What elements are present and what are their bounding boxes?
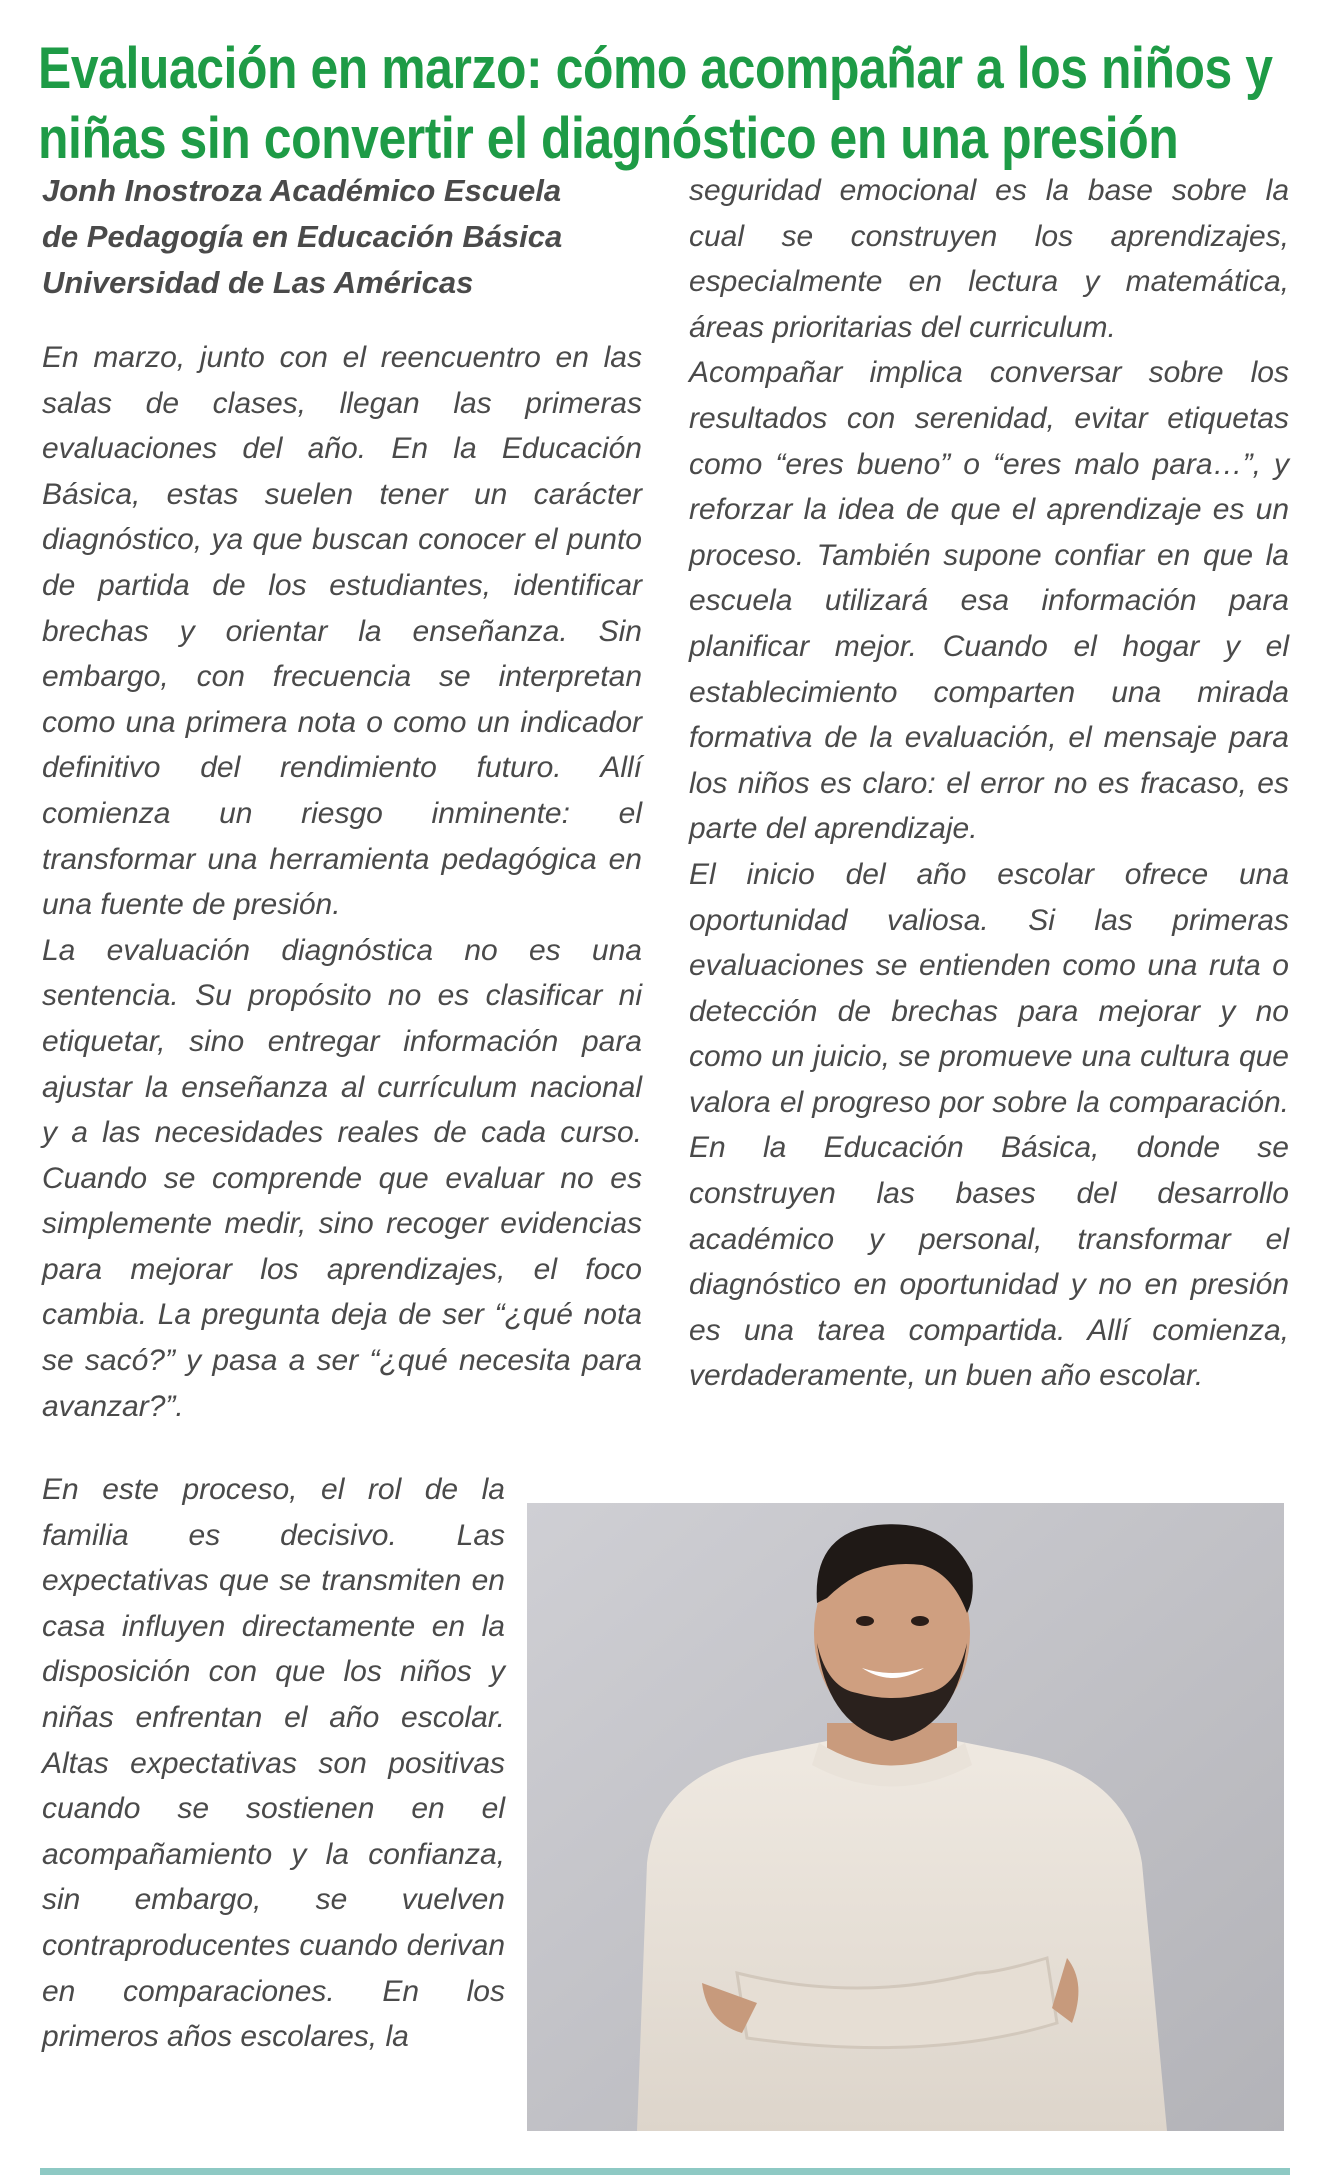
byline-line-3: Universidad de Las Américas — [42, 265, 474, 300]
bottom-rule — [40, 2168, 1290, 2175]
left-column-top — [42, 335, 642, 1429]
article-headline — [38, 34, 1273, 174]
byline-line-2: de Pedagogía en Educación Básica — [42, 219, 563, 254]
paragraph-accompany: Acompañar implica conversar sobre los resultados con serenidad, evitar etiquetas como “eres bueno” o “eres malo para…”, y reforzar la idea de que el aprendizaje es un proceso. También supone confiar en que la escuela utilizará esa información para planificar mejor. Cuando el hogar y el establecimiento comparten una mirada formativa de la evaluación, el mensaje para los niños es claro: el error no es fracaso, es parte del aprendizaje. — [689, 356, 1289, 846]
byline-line-1: Jonh Inostroza Académico Escuela — [42, 173, 562, 208]
author-byline — [42, 168, 642, 306]
paragraph-family: En este proceso, el rol de la familia es decisivo. Las expectativas que se transmiten en casa influyen directamente en la disposición con que los niños y niñas enfrentan el año escolar. Altas expectativas son positivas cuando se sostienen en el acompañamiento y la confianza, sin embargo, se vuelven contraproducentes cuando derivan en comparaciones. En los primeros años escolares, la — [42, 1473, 505, 2054]
right-column — [689, 168, 1289, 1399]
author-photo — [527, 1503, 1284, 2131]
left-column-bottom — [42, 1467, 505, 2060]
headline-line-2: niñas sin convertir el diagnóstico en una presión — [38, 106, 1179, 171]
paragraph-conclusion: El inicio del año escolar ofrece una oportunidad valiosa. Si las primeras evaluaciones se entienden como una ruta o detección de brechas para mejorar y no como un juicio, se promueve una cultura que valora el progreso por sobre la comparación. En la Educación Básica, donde se construyen las bases del desarrollo académico y personal, transformar el diagnóstico en oportunidad y no en presión es una tarea compartida. Allí comienza, verdaderamente, un buen año escolar. — [689, 857, 1289, 1393]
paragraph-intro: En marzo, junto con el reencuentro en las salas de clases, llegan las primeras evaluaciones del año. En la Educación Básica, estas suelen tener un carácter diagnóstico, ya que buscan conocer el punto de partida de los estudiantes, identificar brechas y orientar la enseñanza. Sin embargo, con frecuencia se interpretan como una primera nota o como un indicador definitivo del rendimiento futuro. Allí comienza un riesgo inminente: el transformar una herramienta pedagógica en una fuente de presión. — [42, 341, 642, 922]
author-portrait-illustration — [527, 1503, 1284, 2131]
headline-line-1: Evaluación en marzo: cómo acompañar a los niños y — [38, 36, 1273, 101]
paragraph-diagnostic: La evaluación diagnóstica no es una sentencia. Su propósito no es clasificar ni etiquetar, sino entregar información para ajustar la enseñanza al currículum nacional y a las necesidades reales de cada curso. Cuando se comprende que evaluar no es simplemente medir, sino recoger evidencias para mejorar los aprendizajes, el foco cambia. La pregunta deja de ser “¿qué nota se sacó?” y pasa a ser “¿qué necesita para avanzar?”. — [42, 933, 642, 1423]
paragraph-family-continued: seguridad emocional es la base sobre la cual se construyen los aprendizajes, especialmente en lectura y matemática, áreas prioritarias del curriculum. — [689, 174, 1289, 344]
